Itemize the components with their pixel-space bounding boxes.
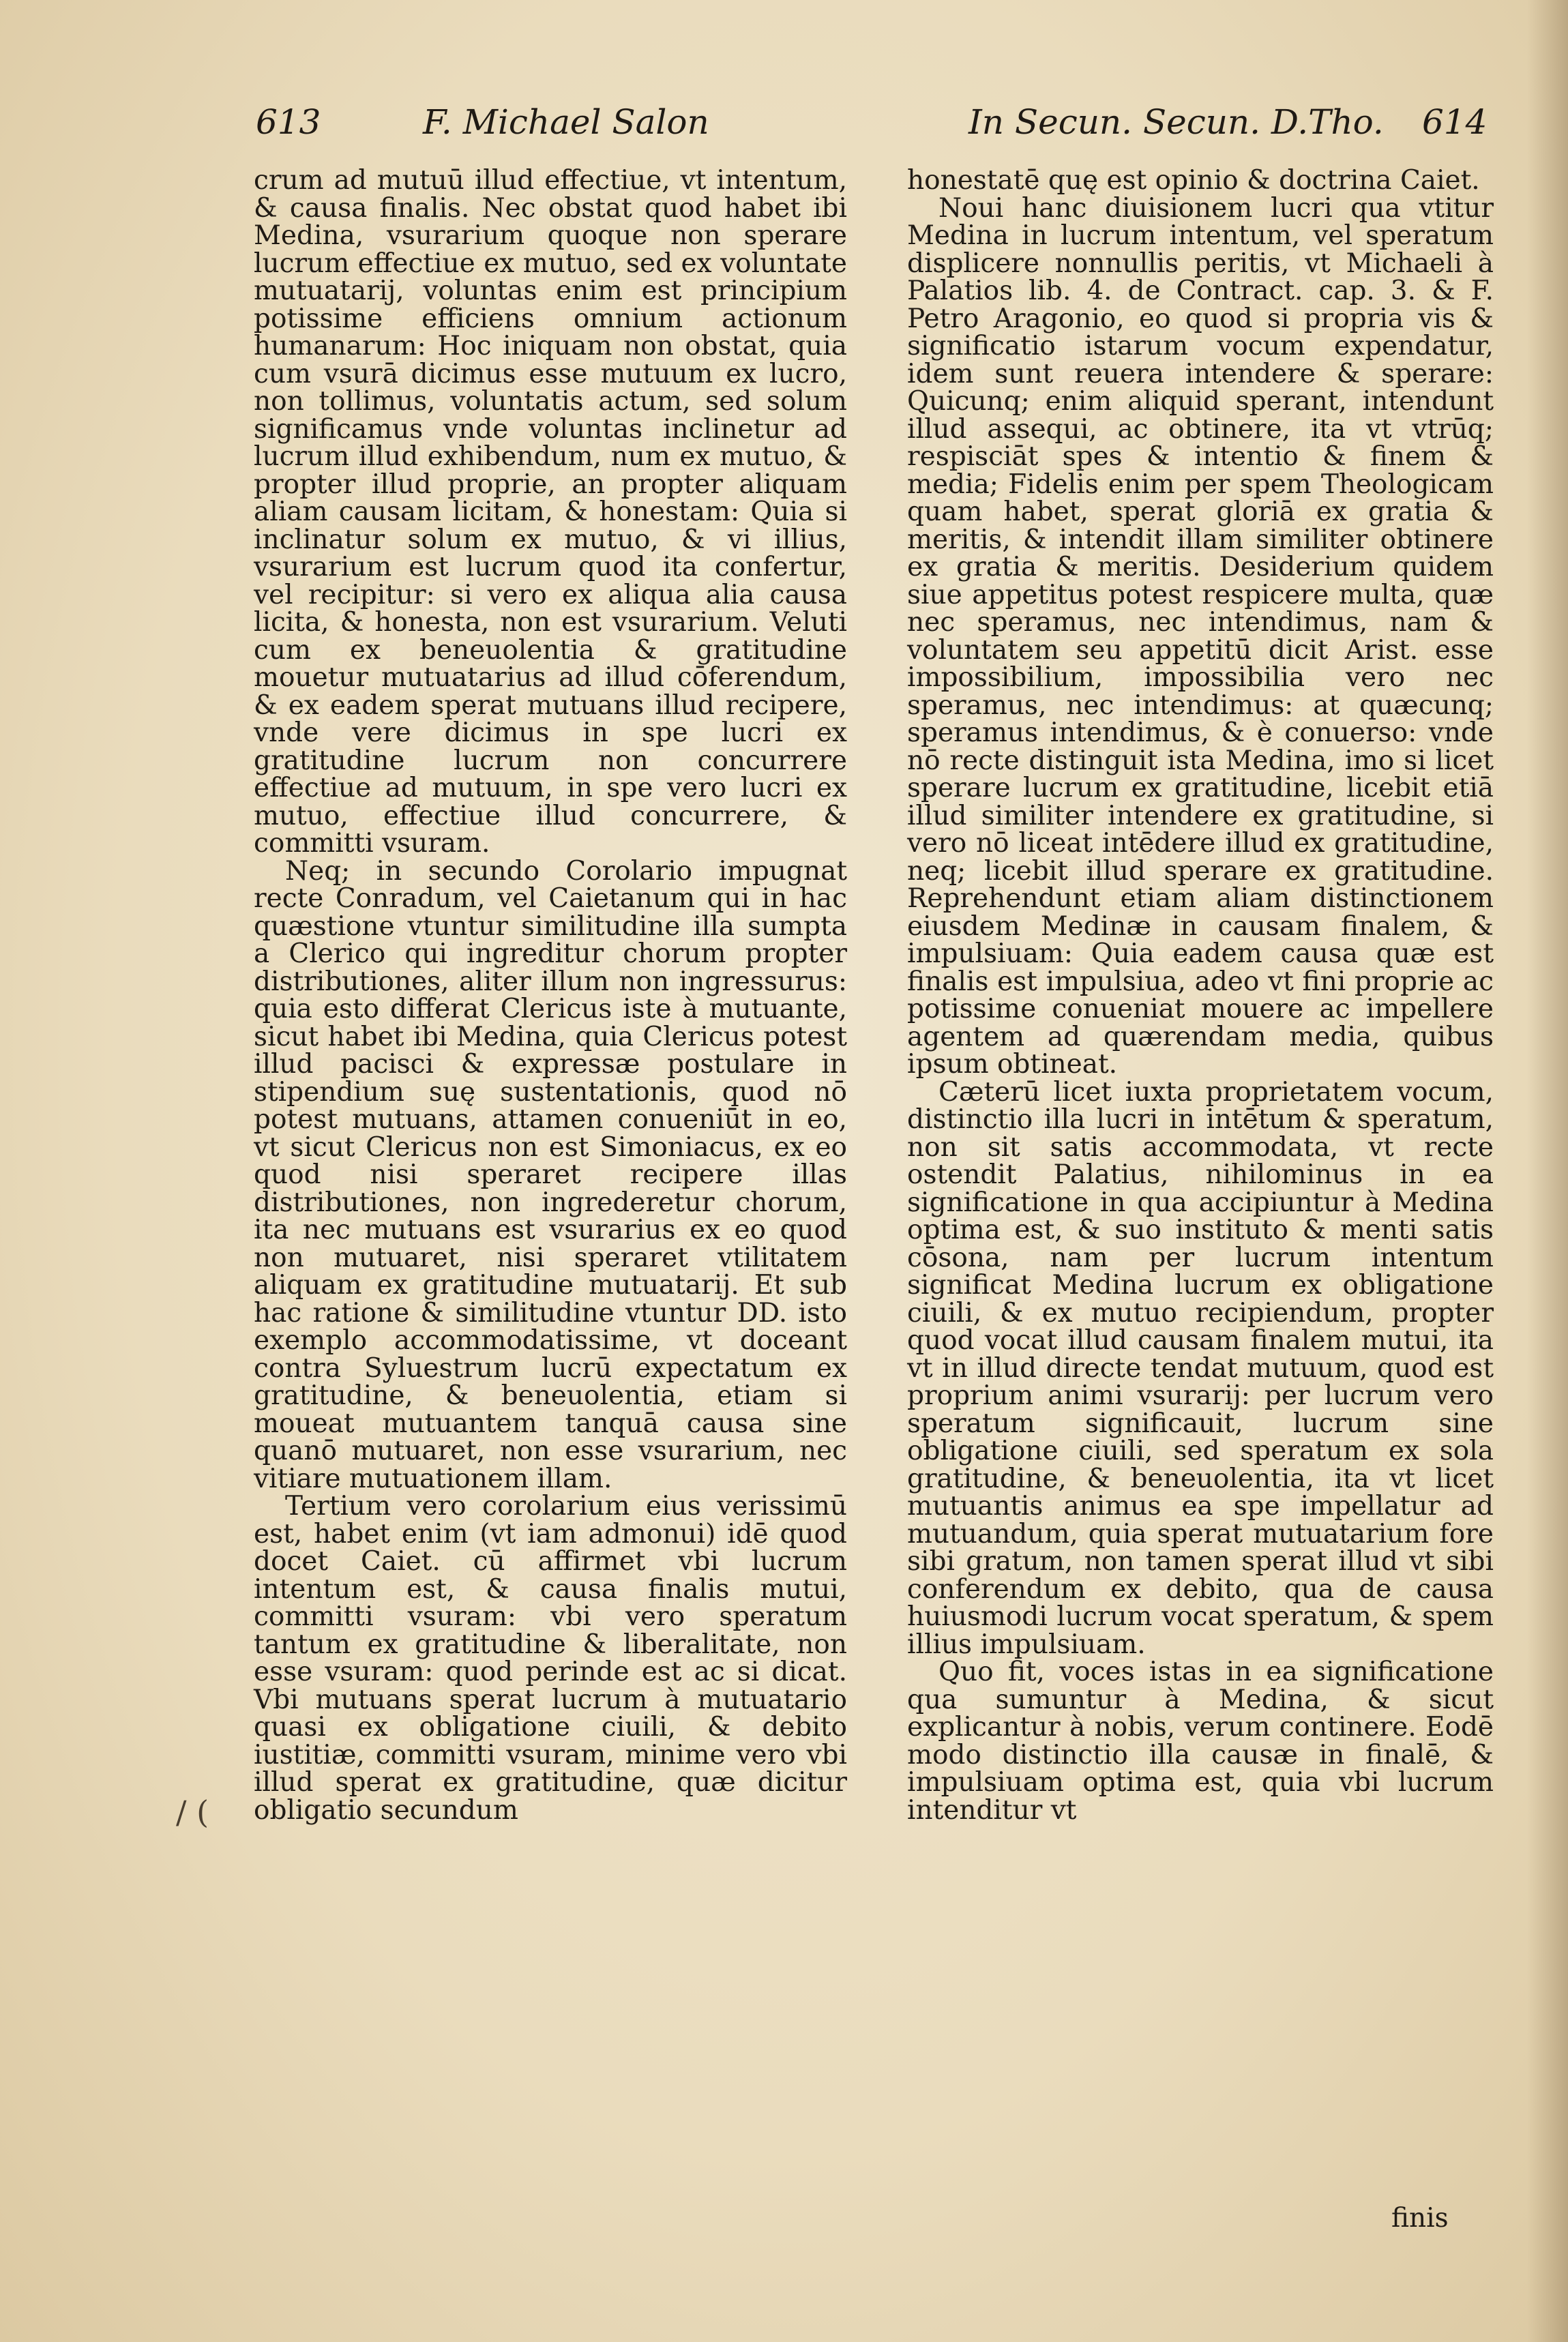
left-paragraph-2: Neq; in secundo Corolario impugnat recte Conradum, vel Caietanum qui in hac quæstione vtuntur similitudine illa sumpta a Clerico qui ingreditur chorum propter distributiones, aliter illum non ingressurus: quia esto differat Clericus iste à mutuante, sicut habet ibi Medina, quia Clericus potest illud pacisci & expressæ postulare in stipendium suę sustentationis, quod nō potest mutuans, attamen conueniūt in eo, vt sicut Clericus non est Simoniacus, ex eo quod nisi speraret recipere illas distributiones, non ingrederetur chorum, ita nec mutuans est vsurarius ex eo quod non mutuaret, nisi speraret vtilitatem aliquam ex gratitudine mutuatarij. Et sub hac ratione & similitudine vtuntur DD. isto exemplo accommodatissime, vt doceant contra Syluestrum lucrū expectatum ex gratitudine, & beneuolentia, etiam si moueat mutuantem tanquā causa sine quanō mutuaret, non esse vsurarium, nec vitiare mutuationem illam. [254, 855, 847, 1494]
right-paragraph-4: Quo fit, voces istas in ea significatione qua sumuntur à Medina, & sicut explicantur à nobis, verum continere. Eodē modo distinctio illa causæ in finalē, & impulsiuam optima est, quia vbi lucrum intenditur vt [907, 1657, 1494, 1826]
page-edge-shadow [1527, 0, 1568, 2342]
right-paragraph-1: honestatē quę est opinio & doctrina Caiet. [907, 165, 1480, 196]
left-column [254, 167, 847, 1824]
page-number-left: 613 [256, 102, 321, 142]
left-paragraph-3: Tertium vero corolarium eius verissimū est, habet enim (vt iam admonui) idē quod docet Caiet. cū affirmet vbi lucrum intentum est, & causa finalis mutui, committi vsuram: vbi vero speratum tantum ex gratitudine & liberalitate, non esse vsuram: quod perinde est ac si dicat. Vbi mutuans sperat lucrum à mutuatario quasi ex obligatione ciuili, & debito iustitiæ, committi vsuram, minime vero vbi illud sperat ex gratitudine, quæ dicitur obligatio secundum [254, 1491, 847, 1826]
left-paragraph-1: crum ad mutuū illud effectiue, vt intentum, & causa finalis. Nec obstat quod habet ibi Medina, vsurarium quoque non sperare lucrum effectiue ex mutuo, sed ex voluntate mutuatarij, voluntas enim est principium potissime efficiens omnium actionum humanarum: Hoc iniquam non obstat, quia cum vsurā dicimus esse mutuum ex lucro, non tollimus, voluntatis actum, sed solum significamus vnde voluntas inclinetur ad lucrum illud exhibendum, num ex mutuo, & propter illud proprie, an propter aliquam aliam causam licitam, & honestam: Quia si inclinatur solum ex mutuo, & vi illius, vsurarium est lucrum quod ita confertur, vel recipitur: si vero ex aliqua alia causa licita, & honesta, non est vsurarium. Veluti cum ex beneuolentia & gratitudine mouetur mutuatarius ad illud cōferendum, & ex eadem sperat mutuans illud recipere, vnde vere dicimus in spe lucri ex gratitudine lucrum non concurrere effectiue ad mutuum, in spe vero lucri ex mutuo, effectiue illud concurrere, & committi vsuram. [254, 165, 847, 859]
running-head-work: In Secun. Secun. D.Tho. [968, 102, 1384, 142]
running-head-author: F. Michael Salon [423, 102, 709, 142]
running-head [0, 102, 1568, 157]
marginal-pen-mark: / ( [176, 1794, 209, 1830]
catchword: finis [1391, 2203, 1449, 2234]
right-paragraph-3: Cæterū licet iuxta proprietatem vocum, distinctio illa lucri in intētum & speratum, non sit satis accommodata, vt recte ostendit Palatius, nihilominus in ea significatione in qua accipiuntur à Medina optima est, & suo instituto & menti satis cōsona, nam per lucrum intentum significat Medina lucrum ex obligatione ciuili, & ex mutuo recipiendum, propter quod vocat illud causam finalem mutui, ita vt in illud directe tendat mutuum, quod est proprium animi vsurarij: per lucrum vero speratum significauit, lucrum sine obligatione ciuili, sed speratum ex sola gratitudine, & beneuolentia, ita vt licet mutuantis animus ea spe impellatur ad mutuandum, quia sperat mutuatarium fore sibi gratum, non tamen sperat illud vt sibi conferendum ex debito, qua de causa huiusmodi lucrum vocat speratum, & spem illius impulsiuam. [907, 1076, 1494, 1660]
right-paragraph-2: Noui hanc diuisionem lucri qua vtitur Medina in lucrum intentum, vel speratum displicere nonnullis peritis, vt Michaeli à Palatios lib. 4. de Contract. cap. 3. & F. Petro Aragonio, eo quod si propria vis & significatio istarum vocum expendatur, idem sunt reuera intendere & sperare: Quicunq; enim aliquid sperant, intendunt illud assequi, ac obtinere, ita vt vtrūq; respisciāt spes & intentio & finem & media; Fidelis enim per spem Theologicam quam habet, sperat gloriā ex gratia & meritis, & intendit illam similiter obtinere ex gratia & meritis. Desiderium quidem siue appetitus potest respicere multa, quæ nec speramus, nec intendimus, nam & voluntatem seu appetitū dicit Arist. esse impossibilium, impossibilia vero nec speramus, nec intendimus: at quæcunq; speramus intendimus, & è conuerso: vnde nō recte distinguit ista Medina, imo si licet sperare lucrum ex gratitudine, licebit etiā illud similiter intendere ex gratitudine, si vero nō liceat intēdere illud ex gratitudine, neq; licebit illud sperare ex gratitudine. Reprehendunt etiam aliam distinctionem eiusdem Medinæ in causam finalem, & impulsiuam: Quia eadem causa quæ est finalis est impulsiua, adeo vt fini proprie ac potissime conueniat mouere ac impellere agentem ad quærendam media, quibus ipsum obtineat. [907, 192, 1494, 1080]
right-column [907, 167, 1494, 1824]
page-number-right: 614 [1422, 102, 1488, 142]
